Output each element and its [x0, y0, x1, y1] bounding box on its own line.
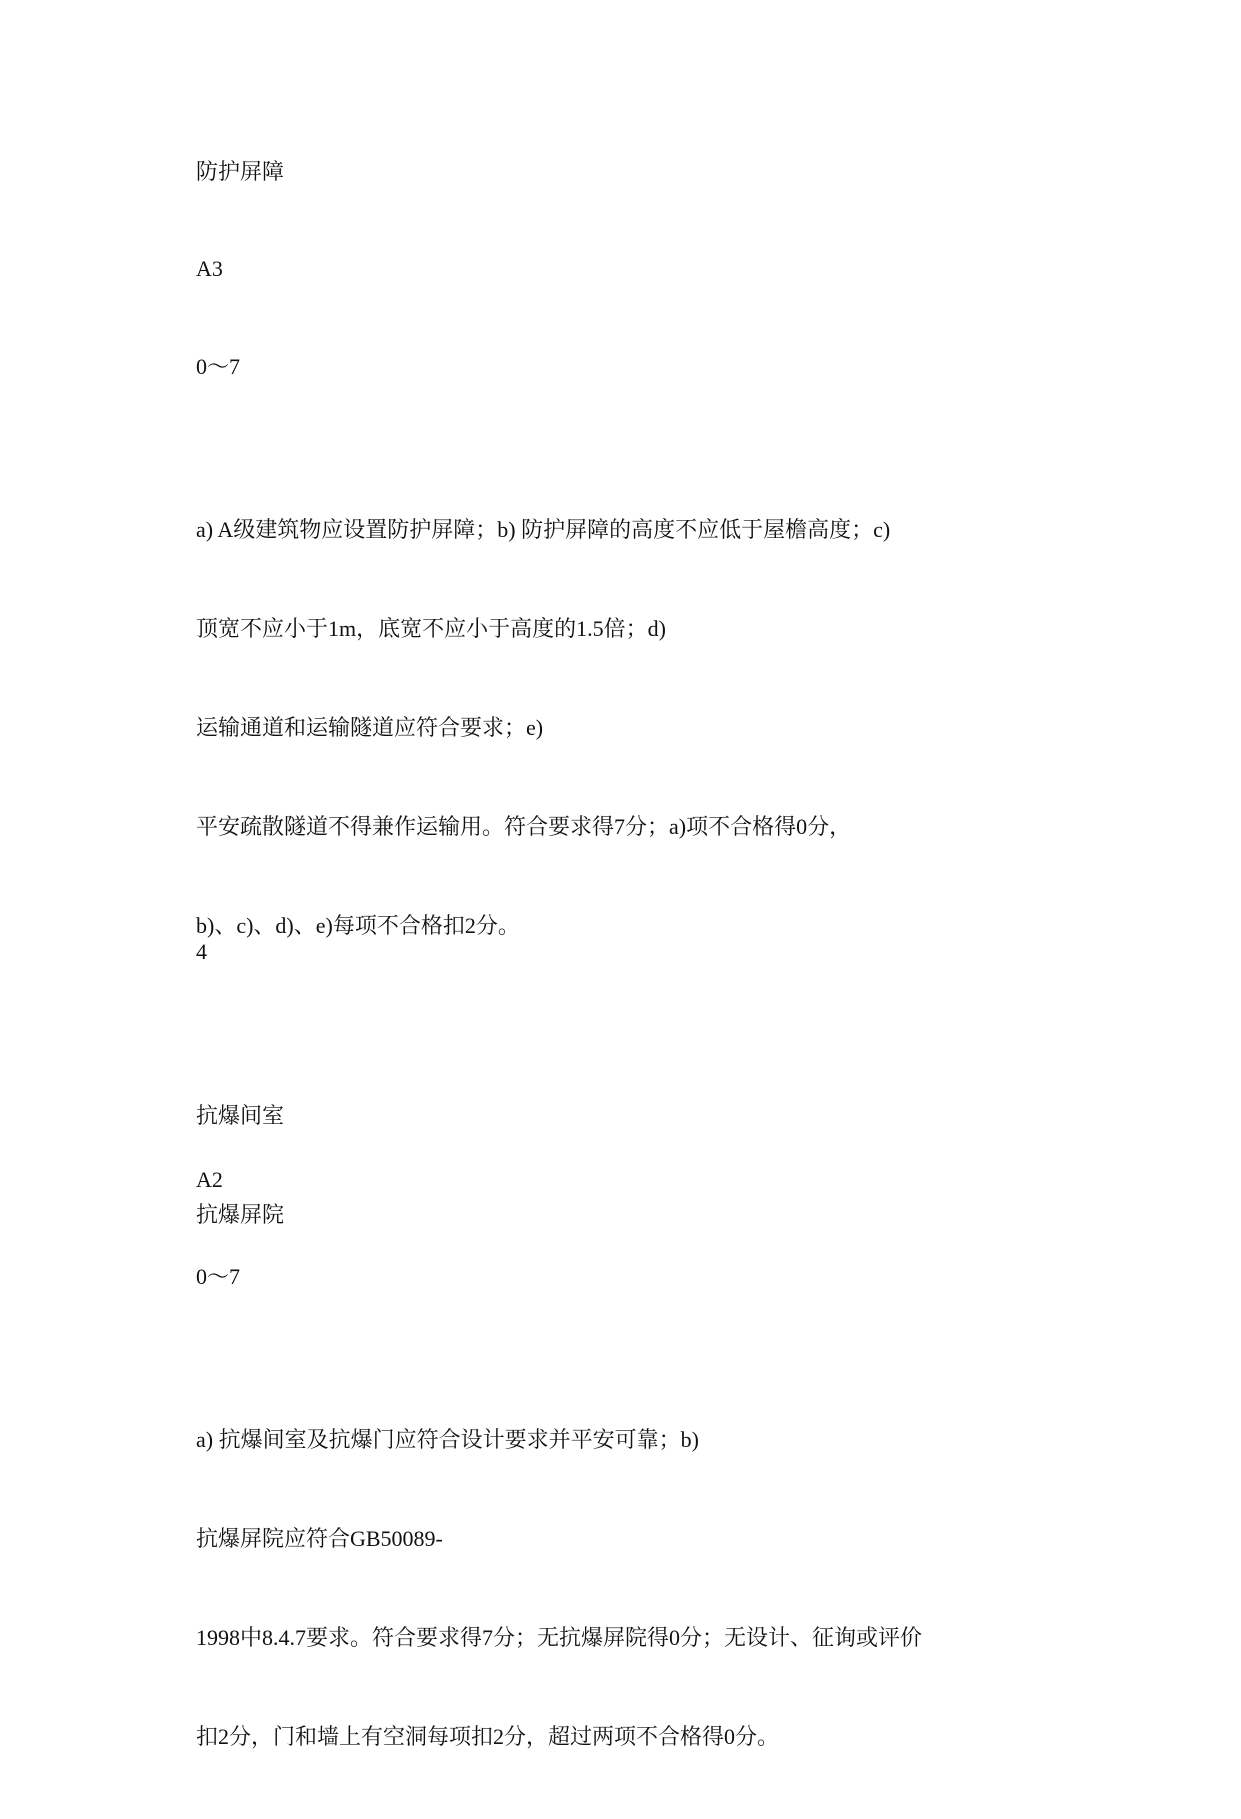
- section-a-criteria-line: 平安疏散隧道不得兼作运输用。符合要求得7分；a)项不合格得0分，: [196, 814, 852, 839]
- section-b-criteria-line: 1998中8.4.7要求。符合要求得7分；无抗爆屏院得0分；无设计、征询或评价: [196, 1625, 923, 1650]
- section-a-criteria-line: 运输通道和运输隧道应符合要求；e): [196, 715, 544, 740]
- section-a-criteria-line: b)、c)、d)、e)每项不合格扣2分。: [196, 913, 520, 938]
- section-b-criteria-line: 抗爆屏院应符合GB50089-: [196, 1526, 443, 1551]
- section-a-title: 防护屏障: [196, 159, 285, 184]
- section-b-score-range: 0～7: [196, 1264, 241, 1289]
- section-a-score-range: 0～7: [196, 354, 241, 379]
- section-a-criteria-line: 顶宽不应小于1m，底宽不应小于高度的1.5倍；d): [196, 616, 666, 641]
- section-a-criteria: [196, 447, 890, 1008]
- section-b-criteria: [196, 1357, 922, 1819]
- section-b-title-line: 抗爆间室: [196, 1103, 285, 1128]
- section-b-level: A2: [196, 1167, 223, 1192]
- section-b-title-line: 抗爆屏院: [196, 1202, 285, 1227]
- section-b-number: 4: [196, 939, 207, 964]
- section-a-level: A3: [196, 256, 223, 281]
- section-a-criteria-line: a) A级建筑物应设置防护屏障；b) 防护屏障的高度不应低于屋檐高度；c): [196, 517, 891, 542]
- section-b-criteria-line: a) 抗爆间室及抗爆门应符合设计要求并平安可靠；b): [196, 1427, 699, 1452]
- section-b-criteria-line: 扣2分，门和墙上有空洞每项扣2分，超过两项不合格得0分。: [196, 1724, 780, 1749]
